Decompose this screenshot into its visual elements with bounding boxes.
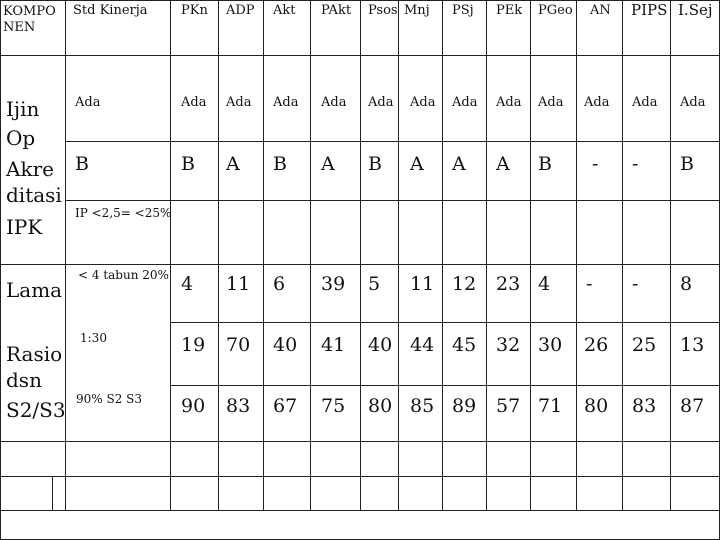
cell-rasio: 19: [181, 334, 206, 356]
row-label-ditasi: ditasi: [6, 183, 62, 207]
cell-rasio: 30: [538, 334, 563, 356]
cell-s2s3: 89: [452, 395, 477, 417]
cell-akre: A: [226, 153, 240, 175]
cell-akre: -: [592, 153, 599, 175]
header-col: Mnj: [404, 3, 430, 18]
cell-s2s3: 80: [368, 395, 393, 417]
cell-akre: A: [410, 153, 424, 175]
cell-rasio: 44: [410, 334, 435, 356]
cell-lama: 11: [226, 273, 251, 295]
row-label-dsn: dsn: [6, 368, 42, 392]
header-col: PIPS: [631, 1, 668, 19]
row-label-op: Op: [6, 126, 36, 150]
cell-s2s3: 75: [321, 395, 346, 417]
header-std-kinerja: Std Kinerja: [73, 3, 148, 18]
cell-s2s3: 80: [584, 395, 609, 417]
cell-lama: 23: [496, 273, 521, 295]
cell-lama: 5: [368, 273, 381, 295]
cell-ijin: Ada: [273, 95, 299, 110]
cell-ijin: Ada: [584, 95, 610, 110]
cell-rasio: 41: [321, 334, 346, 356]
header-col: Akt: [273, 3, 296, 18]
std-ipk: IP <2,5= <25%: [75, 206, 172, 220]
cell-rasio: 45: [452, 334, 477, 356]
row-label-ipk: IPK: [6, 215, 43, 239]
cell-lama: -: [632, 273, 639, 295]
row-label-akre: Akre: [6, 157, 54, 181]
cell-lama: 12: [452, 273, 477, 295]
cell-s2s3: 67: [273, 395, 298, 417]
header-col: PGeo: [538, 3, 573, 18]
header-col: I.Sej: [678, 1, 713, 19]
cell-ijin: Ada: [452, 95, 478, 110]
cell-akre: B: [273, 153, 287, 175]
cell-akre: -: [632, 153, 639, 175]
row-label-s2s3: S2/S3: [6, 398, 66, 422]
std-rasio: 1:30: [80, 331, 107, 345]
cell-ijin: Ada: [226, 95, 252, 110]
cell-lama: 4: [538, 273, 551, 295]
cell-akre: A: [452, 153, 466, 175]
cell-ijin: Ada: [632, 95, 658, 110]
header-kompo: KOMPO NEN: [3, 4, 56, 35]
cell-rasio: 13: [680, 334, 705, 356]
cell-s2s3: 87: [680, 395, 705, 417]
cell-s2s3: 90: [181, 395, 206, 417]
cell-s2s3: 57: [496, 395, 521, 417]
cell-akre: B: [538, 153, 552, 175]
cell-ijin: Ada: [680, 95, 706, 110]
header-col: PKn: [181, 3, 208, 18]
cell-rasio: 26: [584, 334, 609, 356]
cell-rasio: 40: [368, 334, 393, 356]
cell-s2s3: 71: [538, 395, 563, 417]
cell-akre: A: [321, 153, 335, 175]
cell-lama: 11: [410, 273, 435, 295]
cell-ijin: Ada: [410, 95, 436, 110]
std-akre: B: [75, 153, 89, 175]
row-label-ijin: Ijin: [6, 97, 40, 121]
std-lama: < 4 tabun 20%: [78, 268, 169, 282]
header-col: PAkt: [321, 3, 352, 18]
cell-lama: -: [586, 273, 593, 295]
cell-s2s3: 85: [410, 395, 435, 417]
row-label-lama: Lama: [6, 278, 63, 302]
cell-rasio: 32: [496, 334, 521, 356]
header-col: PEk: [496, 3, 523, 18]
cell-ijin: Ada: [496, 95, 522, 110]
cell-ijin: Ada: [368, 95, 394, 110]
cell-ijin: Ada: [181, 95, 207, 110]
cell-ijin: Ada: [321, 95, 347, 110]
cell-akre: B: [680, 153, 694, 175]
cell-lama: 39: [321, 273, 346, 295]
header-col: Psos: [368, 3, 398, 18]
header-col: ADP: [226, 3, 255, 18]
cell-rasio: 40: [273, 334, 298, 356]
cell-rasio: 25: [632, 334, 657, 356]
std-ijin: Ada: [75, 95, 101, 110]
cell-lama: 6: [273, 273, 286, 295]
cell-rasio: 70: [226, 334, 251, 356]
header-col: PSj: [452, 3, 474, 18]
cell-akre: A: [496, 153, 510, 175]
cell-ijin: Ada: [538, 95, 564, 110]
std-s2s3: 90% S2 S3: [76, 392, 143, 406]
cell-lama: 4: [181, 273, 194, 295]
cell-akre: B: [181, 153, 195, 175]
cell-s2s3: 83: [632, 395, 657, 417]
cell-lama: 8: [680, 273, 693, 295]
cell-akre: B: [368, 153, 382, 175]
row-label-rasio: Rasio: [6, 342, 63, 366]
cell-s2s3: 83: [226, 395, 251, 417]
header-col: AN: [590, 3, 611, 18]
